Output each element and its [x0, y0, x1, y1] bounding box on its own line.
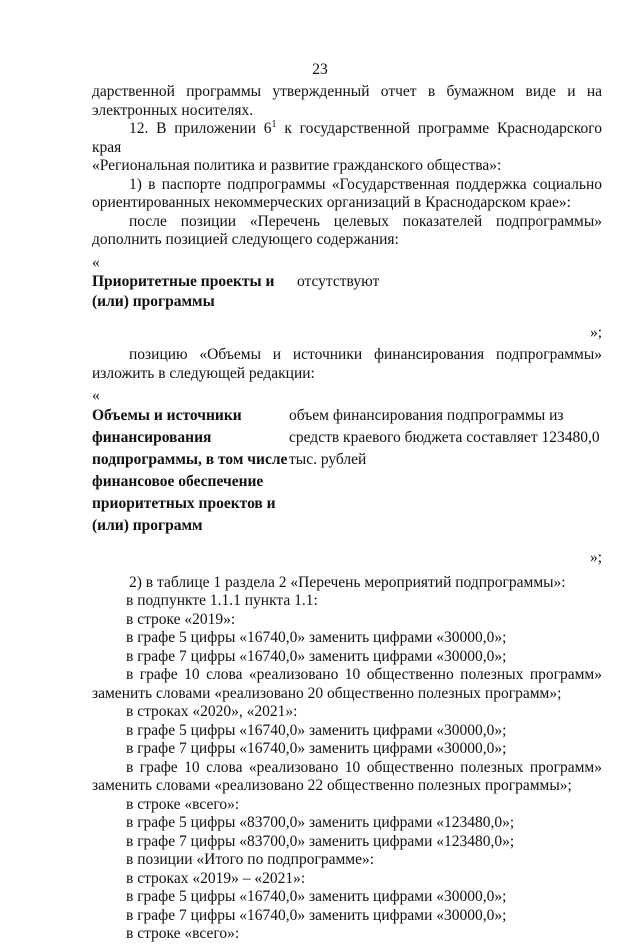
paragraph-subitem-1: 1) в паспорте подпрограммы «Государственная поддержка социально ориентированных некоммерческих организаций в Краснодарском крае»:	[92, 175, 602, 211]
paragraph-rows-2019-2021: в строках «2019» – «2021»:	[126, 869, 306, 887]
paragraph-col5-total: в графе 5 цифры «83700,0» заменить цифрами «123480,0»;	[126, 814, 515, 831]
paragraph-rows-2020-2021: в строках «2020», «2021»:	[126, 703, 298, 720]
position-label-funding: Объемы и источники финансирования подпрограммы, в том числе финансовое обеспечение приоритетных проектов и (или) программ	[92, 407, 288, 534]
paragraph-col5-subtotal: в графе 5 цифры «16740,0» заменить цифрами «30000,0»;	[126, 888, 507, 905]
paragraph-col10-2019: в графе 10 слова «реализовано 10 общественно полезных программ» заменить словами «реализовано 20 общественно полезных программ»;	[92, 666, 602, 702]
paragraph-item-12	[92, 120, 602, 157]
position-value-funding: объем финансирования подпрограммы из средств краевого бюджета составляет 123480,0 тыс. рублей	[289, 407, 600, 468]
position-value-priority-projects: отсутствуют	[297, 272, 380, 290]
page-number: 23	[312, 61, 328, 78]
quote-open-mark-2: «	[92, 387, 100, 404]
paragraph-after-position: после позиции «Перечень целевых показателей подпрограммы» дополнить позицией следующего содержания:	[92, 212, 602, 248]
item-12-superscript: 1	[271, 118, 277, 130]
item-12-text: 12. В приложении 6	[129, 120, 272, 137]
paragraph-col5-2019: в графе 5 цифры «16740,0» заменить цифрами «30000,0»;	[126, 629, 507, 646]
paragraph-row-2019: в строке «2019»:	[126, 610, 236, 628]
paragraph-col5-2020: в графе 5 цифры «16740,0» заменить цифрами «30000,0»;	[126, 721, 507, 739]
position-table-row-2	[92, 405, 602, 537]
paragraph-subpoint: в подпункте 1.1.1 пункта 1.1:	[126, 592, 318, 609]
paragraph-row-total-2: в строке «всего»:	[126, 925, 240, 942]
paragraph-program-name: «Региональная политика и развитие гражданского общества»:	[92, 157, 502, 174]
paragraph-col10-2020: в графе 10 слова «реализовано 10 общественно полезных программ» заменить словами «реализовано 22 общественно полезных программы»;	[92, 758, 602, 794]
position-label-priority-projects: Приоритетные проекты и (или) программы	[92, 272, 275, 310]
paragraph-col7-total: в графе 7 цифры «83700,0» заменить цифрами «123480,0»;	[126, 832, 515, 850]
quote-open-mark: «	[92, 253, 100, 271]
paragraph-row-total: в строке «всего»:	[126, 795, 240, 813]
paragraph-position-subtotal: в позиции «Итого по подпрограмме»:	[126, 851, 375, 868]
document-body	[92, 83, 602, 944]
quote-close-mark: »;	[589, 323, 602, 341]
paragraph-funding-position: позицию «Объемы и источники финансирования подпрограммы» изложить в следующей редакции:	[92, 346, 602, 382]
paragraph-col7-2019: в графе 7 цифры «16740,0» заменить цифрами «30000,0»;	[126, 647, 507, 665]
paragraph-table-section: 2) в таблице 1 раздела 2 «Перечень мероприятий подпрограммы»:	[129, 573, 566, 591]
position-table-row-1	[92, 272, 602, 312]
item-12-text-rest: к государственной программе Краснодарского края	[92, 120, 602, 156]
paragraph-col7-2020: в графе 7 цифры «16740,0» заменить цифрами «30000,0»;	[126, 740, 507, 757]
paragraph-col7-subtotal: в графе 7 цифры «16740,0» заменить цифрами «30000,0»;	[126, 906, 507, 924]
paragraph-continuation: дарственной программы утвержденный отчет в бумажном виде и на электронных носителях.	[92, 83, 602, 119]
quote-close-mark-2: »;	[589, 549, 602, 566]
